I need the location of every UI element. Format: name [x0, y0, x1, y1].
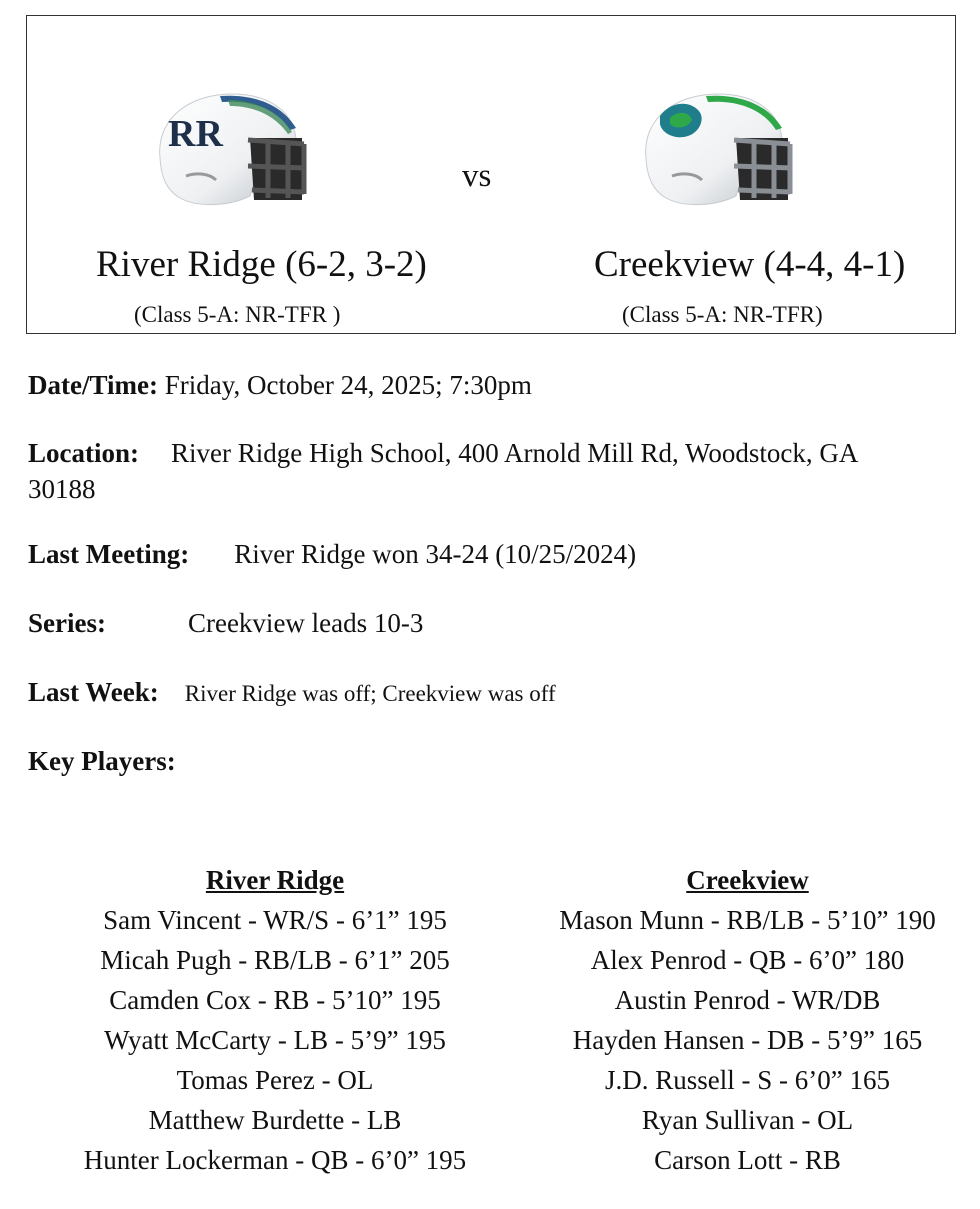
list-item: Camden Cox - RB - 5’10” 195 — [109, 985, 441, 1015]
last-meeting-row — [28, 539, 636, 570]
away-roster-title: Creekview — [686, 865, 809, 895]
key-players-label: Key Players: — [28, 746, 176, 776]
list-item: Mason Munn - RB/LB - 5’10” 190 — [559, 905, 936, 935]
list-item: Hunter Lockerman - QB - 6’0” 195 — [83, 1145, 467, 1175]
away-team-class: (Class 5-A: NR-TFR) — [622, 302, 823, 327]
list-item: Ryan Sullivan - OL — [641, 1105, 854, 1135]
home-team-name: River Ridge (6-2, 3-2) — [96, 244, 427, 285]
series-value: Creekview leads 10-3 — [187, 608, 424, 638]
series-row — [28, 608, 423, 639]
vs-label: vs — [462, 158, 492, 194]
rr-logo: RR — [168, 113, 223, 155]
key-players-row — [28, 746, 176, 777]
last-week-label: Last Week: — [28, 677, 159, 707]
river-ridge-helmet-icon — [150, 88, 310, 218]
list-item: Austin Penrod - WR/DB — [614, 985, 881, 1015]
list-item: Alex Penrod - QB - 6’0” 180 — [590, 945, 905, 975]
series-label: Series: — [28, 608, 106, 638]
last-meeting-label: Last Meeting: — [28, 539, 190, 569]
location-value: River Ridge High School, 400 Arnold Mill Rd, Woodstock, GA — [171, 438, 859, 468]
location-zip: 30188 — [28, 474, 96, 504]
list-item: Micah Pugh - RB/LB - 6’1” 205 — [100, 945, 450, 975]
list-item: Carson Lott - RB — [654, 1145, 841, 1175]
away-roster — [510, 860, 980, 1180]
list-item: Sam Vincent - WR/S - 6’1” 195 — [103, 905, 447, 935]
date-time-label: Date/Time: — [28, 370, 158, 400]
list-item: Wyatt McCarty - LB - 5’9” 195 — [104, 1025, 446, 1055]
location-row — [28, 438, 858, 469]
list-item: J.D. Russell - S - 6’0” 165 — [605, 1065, 890, 1095]
home-roster — [40, 860, 510, 1180]
away-team-name: Creekview (4-4, 4-1) — [594, 244, 906, 285]
home-team-class: (Class 5-A: NR-TFR ) — [134, 302, 341, 327]
date-time-value: Friday, October 24, 2025; 7:30pm — [157, 370, 532, 400]
list-item: Matthew Burdette - LB — [148, 1105, 402, 1135]
creekview-helmet-icon — [636, 88, 796, 218]
last-week-value: River Ridge was off; Creekview was off — [184, 681, 556, 706]
home-roster-title: River Ridge — [205, 865, 345, 895]
last-meeting-value: River Ridge won 34-24 (10/25/2024) — [234, 539, 637, 569]
list-item: Tomas Perez - OL — [176, 1065, 374, 1095]
list-item: Hayden Hansen - DB - 5’9” 165 — [572, 1025, 923, 1055]
location-label: Location: — [28, 438, 139, 468]
last-week-row — [28, 677, 556, 708]
date-time-row — [28, 370, 532, 401]
